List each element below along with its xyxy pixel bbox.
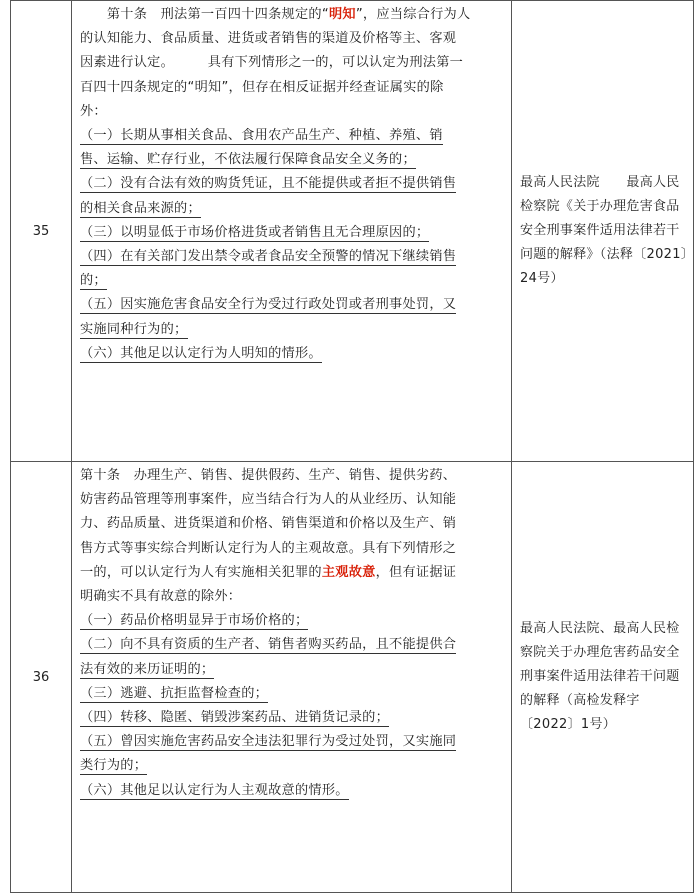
article-text-line [80,512,505,536]
underlined-clause-line [80,293,505,317]
line-text [80,249,456,266]
line-segment: ”，应当综合行为人 [355,7,471,22]
highlighted-term: 明知 [328,7,356,22]
underlined-clause-line [80,706,505,730]
underlined-clause-line [80,318,505,342]
line-segment: （四）转移、隐匿、销毁涉案药品、进销货记录的； [80,710,390,726]
line-text [80,55,463,70]
line-segment: 一的，可以认定行为人有实施相关犯罪的 [80,564,322,580]
line-segment: （二）没有合法有效的购货凭证，且不能提供或者拒不提供销售 [80,176,457,192]
line-segment: 第十条 办理生产、销售、提供假药、生产、销售、提供劣药、 [80,468,457,483]
source-citation [512,1,694,462]
line-text [80,565,456,580]
law-table [10,0,694,893]
underlined-clause-line [80,342,505,366]
line-segment: 第十条 刑法第一百四十四条规定的“ [80,7,329,22]
line-text [80,273,107,290]
line-segment: （五）因实施危害食品安全行为受过行政处罚或者刑事处罚，又 [80,297,457,313]
line-segment: 的认知能力、食品质量、进货或者销售的渠道及价格等主、客观 [80,31,457,47]
highlighted-term: 主观故意 [321,564,376,580]
underlined-clause-line [80,730,505,754]
source-text: 最高人民法院 最高人民检察院《关于办理危害食品安全刑事案件适用法律若干问题的解释》（法释〔2021〕24号） [520,175,688,286]
line-text [80,492,456,507]
line-segment: 类行为的； [80,758,148,774]
line-text [80,541,456,556]
line-segment: 外： [80,103,107,119]
source-citation [512,462,694,893]
underlined-clause-line [80,221,505,245]
line-segment: 售方式等事实综合判断认定行为人的主观故意。具有下列情形之 [80,540,457,556]
line-segment: （六）其他足以认定行为人明知的情形。 [80,345,322,361]
line-segment: （二）向不具有资质的生产者、销售者购买药品，且不能提供合 [80,637,457,653]
article-text-line [80,464,505,488]
line-segment: 的； [80,273,107,289]
line-text [80,783,349,800]
line-segment: 因素进行认定。 具有下列情形之一的，可以认定为刑法第一 [80,55,464,71]
line-segment: （六）其他足以认定行为人主观故意的情形。 [80,782,349,798]
line-text [80,128,443,145]
article-text-line [80,51,505,75]
article-content [72,1,512,462]
line-text [80,322,188,339]
line-text [80,152,416,169]
line-text [80,7,470,22]
line-text [80,734,456,751]
underlined-clause-line [80,633,505,657]
line-segment: 妨害药品管理等刑事案件，应当结合行为人的从业经历、认知能 [80,492,457,508]
line-text [80,662,214,679]
article-content [72,462,512,893]
line-segment: 售、运输、贮存行业，不依法履行保障食品安全义务的； [80,152,416,168]
line-text [80,104,107,119]
source-text: 最高人民法院、最高人民检察院关于办理危害药品安全刑事案件适用法律若干问题的解释（高检发释字〔2022〕1号） [520,621,680,732]
underlined-clause-line [80,197,505,221]
line-text [80,710,389,727]
line-segment: 百四十四条规定的“明知”，但存在相反证据并经查证属实的除 [80,79,444,95]
line-text [80,80,444,95]
line-text [80,176,456,193]
line-text [80,468,456,483]
line-segment: （一）长期从事相关食品、食用农产品生产、种植、养殖、销 [80,128,443,144]
line-text [80,589,241,604]
underlined-clause-line [80,245,505,269]
line-segment: 法有效的来历证明的； [80,661,215,677]
line-segment: 实施同种行为的； [80,321,188,337]
table-row [11,1,694,462]
line-text [80,201,201,218]
line-text [80,637,456,654]
underlined-clause-line [80,172,505,196]
line-segment: （四）在有关部门发出禁令或者食品安全预警的情况下继续销售 [80,249,457,265]
article-text-line [80,488,505,512]
line-text [80,297,456,314]
line-segment: 的相关食品来源的； [80,200,201,216]
line-segment: ，但有证据证 [375,564,457,580]
line-segment: （五）曾因实施危害药品安全违法犯罪行为受过处罚，又实施同 [80,734,457,750]
article-text-line [80,585,505,609]
line-text [80,31,456,46]
underlined-clause-line [80,658,505,682]
underlined-clause-line [80,779,505,803]
line-text [80,225,429,242]
line-segment: 明确实不具有故意的除外： [80,589,242,605]
line-text [80,758,147,775]
article-text-line [80,76,505,100]
line-segment: 力、药品质量、进货渠道和价格、销售渠道和价格以及生产、销 [80,516,457,532]
line-text [80,346,322,363]
underlined-clause-line [80,682,505,706]
line-text [80,613,308,630]
article-text-line [80,3,505,27]
line-text [80,686,268,703]
line-text [80,516,456,531]
underlined-clause-line [80,609,505,633]
underlined-clause-line [80,754,505,778]
underlined-clause-line [80,124,505,148]
underlined-clause-line [80,269,505,293]
row-number: 35 [11,1,72,462]
article-text-line [80,27,505,51]
article-text-line [80,561,505,585]
row-number: 36 [11,462,72,893]
line-segment: （三）以明显低于市场价格进货或者销售且无合理原因的； [80,224,430,240]
table-row [11,462,694,893]
underlined-clause-line [80,148,505,172]
line-segment: （一）药品价格明显异于市场价格的； [80,613,309,629]
line-segment: （三）逃避、抗拒监督检查的； [80,685,269,701]
article-text-line [80,537,505,561]
article-text-line [80,100,505,124]
